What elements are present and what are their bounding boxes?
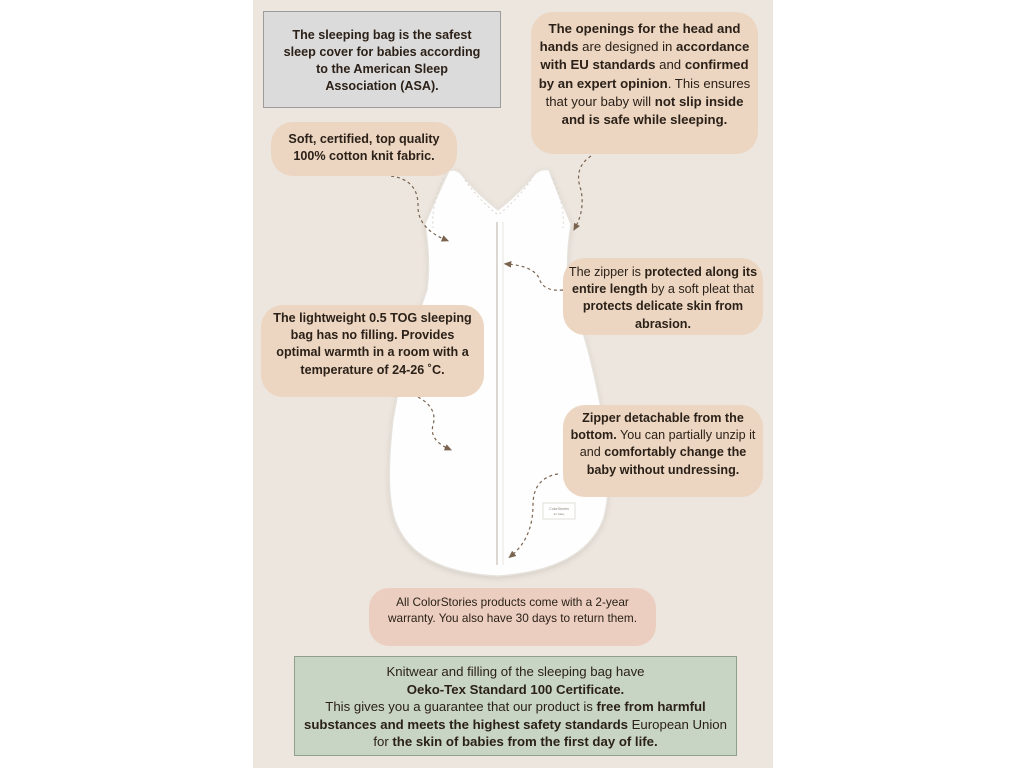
asa-safety-note (263, 11, 501, 108)
openings-text-1: are designed in (578, 39, 677, 55)
tog-callout (261, 305, 484, 397)
certificate-note (294, 656, 737, 756)
fabric-note-text: Soft, certified, top quality 100% cotton knit fabric. (288, 132, 440, 163)
openings-bold-4: not slip inside and is safe while sleeping. (561, 93, 744, 128)
certificate-bold-3: the skin of babies from the first day of life. (392, 734, 658, 750)
certificate-text-3: European Union for (373, 716, 727, 750)
asa-note-text: The sleeping bag is the safest sleep cover for babies according to the American Sleep Association (ASA). (283, 28, 481, 93)
openings-text-2: and (655, 57, 685, 73)
detachable-zipper-callout (563, 405, 763, 497)
zipper-text-1: The zipper is (568, 265, 645, 279)
certificate-line-1: Knitwear and filling of the sleeping bag have (386, 664, 645, 679)
zipper-bold-1: protected along its entire length (572, 265, 758, 297)
openings-text-3: . This ensures that your baby will (545, 75, 751, 109)
certificate-guarantee (303, 698, 728, 751)
openings-bold-1: The openings for the head and hands (539, 21, 741, 55)
detach-bold-2: comfortably change the baby without undressing. (586, 445, 747, 477)
openings-callout (531, 12, 758, 154)
openings-arrow (575, 156, 591, 228)
fabric-callout (271, 122, 457, 176)
detach-bold-1: Zipper detachable from the bottom. (570, 411, 744, 443)
infographic-poster (253, 0, 773, 768)
warranty-note (369, 588, 656, 646)
certificate-bold-1: Oeko-Tex Standard 100 Certificate. (406, 681, 625, 697)
product-label-subtitle: for baby (553, 512, 565, 516)
tog-note-text: The lightweight 0.5 TOG sleeping bag has no filling. Provides optimal warmth in a room with a temperature of 24-26 ˚C. (273, 311, 472, 377)
product-label (543, 503, 575, 519)
product-label-brand: ColorStories (549, 507, 569, 511)
openings-bold-3: confirmed by an expert opinion (538, 57, 749, 91)
zipper-callout (563, 258, 763, 335)
detach-text-1: You can partially unzip it and (579, 428, 756, 460)
zipper-text-2: by a soft pleat that (647, 282, 754, 297)
openings-bold-2: accordance with EU standards (540, 39, 750, 73)
certificate-bold-2: free from harmful substances and meets the highest safety standards (304, 699, 706, 732)
certificate-text-2: This gives you a guarantee that our product is (325, 699, 597, 715)
zipper-bold-2: protects delicate skin from abrasion. (582, 299, 744, 331)
warranty-note-text: All ColorStories products come with a 2-year warranty. You also have 30 days to return them. (388, 595, 637, 626)
